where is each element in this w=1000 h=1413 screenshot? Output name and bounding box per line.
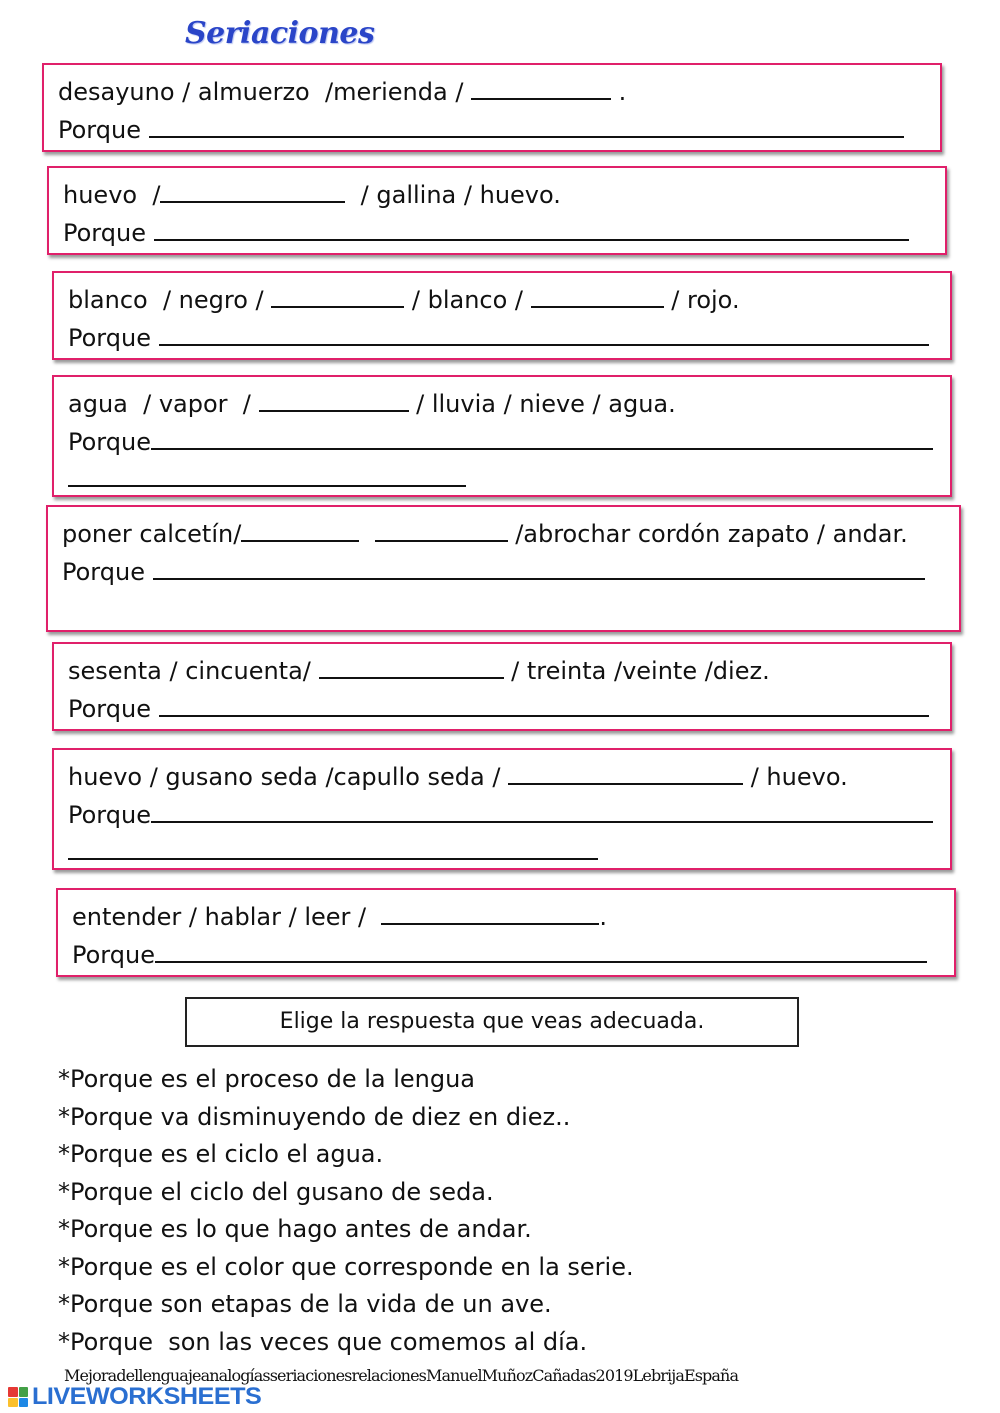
page-title: Seriaciones [185, 16, 375, 51]
because-label: Porque [63, 219, 154, 247]
answer-option: *Porque es el color que corresponde en la serie. [58, 1252, 634, 1281]
answer-option: *Porque es el proceso de la lengua [58, 1065, 476, 1093]
reason-blank[interactable] [159, 324, 929, 346]
answer-blank[interactable] [531, 286, 664, 308]
reason-blank[interactable] [151, 801, 933, 823]
series-line [72, 902, 607, 932]
because-line [68, 800, 933, 830]
reason-blank[interactable] [151, 428, 933, 450]
series-text: entender / hablar / leer / [72, 903, 382, 931]
because-line [58, 115, 904, 145]
series-card-2 [47, 166, 947, 255]
answer-blank[interactable] [381, 903, 599, 925]
liveworksheets-logo[interactable] [8, 1383, 262, 1411]
answer-blank[interactable] [319, 657, 504, 679]
because-label: Porque [68, 428, 151, 456]
answer-blank[interactable] [471, 78, 611, 100]
footer-credit: MejoradellenguajeanalogíasseriacionesrelacionesManuelMuñozCañadas2019LebrijaEspaña [64, 1366, 739, 1385]
because-label: Porque [62, 558, 153, 586]
answer-option: *Porque son las veces que comemos al día. [58, 1327, 588, 1356]
because-label: Porque [68, 801, 151, 829]
answer-blank[interactable] [160, 181, 345, 203]
series-text: huevo / gusano seda /capullo seda / [68, 763, 509, 791]
series-text: / lluvia / nieve / agua. [408, 390, 676, 418]
because-line [68, 427, 933, 457]
instruction-box: Elige la respuesta que veas adecuada. [185, 997, 799, 1047]
series-card-5 [46, 505, 961, 632]
series-text: . [611, 78, 627, 106]
answer-option: *Porque es el ciclo el agua. [58, 1140, 384, 1168]
series-card-1 [42, 63, 942, 152]
because-label: Porque [68, 324, 159, 352]
series-line [68, 389, 676, 419]
series-text: / rojo. [663, 286, 740, 314]
because-line [62, 557, 925, 587]
series-card-4 [52, 375, 952, 497]
series-line [62, 519, 908, 549]
answer-blank[interactable] [375, 520, 508, 542]
answer-option: *Porque es lo que hago antes de andar. [58, 1215, 532, 1243]
series-text: poner calcetín/ [62, 520, 242, 548]
answer-blank[interactable] [241, 520, 359, 542]
answer-option: *Porque son etapas de la vida de un ave. [58, 1290, 552, 1318]
series-card-7 [52, 748, 952, 870]
series-text: / blanco / [404, 286, 531, 314]
series-line [58, 77, 626, 107]
series-text: / huevo. [743, 763, 848, 791]
answer-options-list [58, 1061, 634, 1361]
series-line [63, 180, 561, 210]
series-text: desayuno / almuerzo /merienda / [58, 78, 472, 106]
series-text: / gallina / huevo. [345, 181, 561, 209]
answer-blank[interactable] [508, 763, 743, 785]
because-label: Porque [58, 116, 149, 144]
series-text: sesenta / cincuenta/ [68, 657, 319, 685]
because-line [63, 218, 909, 248]
series-line [68, 285, 740, 315]
liveworksheets-icon [8, 1387, 28, 1407]
answer-option: *Porque va disminuyendo de diez en diez.. [58, 1102, 571, 1131]
series-text: blanco / negro / [68, 286, 272, 314]
series-card-6 [52, 642, 952, 731]
answer-blank[interactable] [259, 390, 409, 412]
answer-option: *Porque el ciclo del gusano de seda. [58, 1177, 494, 1206]
reason-blank-continued[interactable] [68, 858, 598, 860]
series-text: huevo / [63, 181, 161, 209]
series-line [68, 762, 848, 792]
reason-blank[interactable] [154, 219, 909, 241]
because-line [72, 940, 927, 970]
reason-blank-continued[interactable] [68, 485, 466, 487]
brand-name: LIVEWORKSHEETS [32, 1383, 262, 1410]
series-text: agua / vapor / [68, 390, 259, 418]
because-line [68, 323, 929, 353]
answer-blank[interactable] [271, 286, 404, 308]
series-text: . [599, 903, 607, 931]
series-card-8 [56, 888, 956, 977]
because-label: Porque [68, 695, 159, 723]
because-line [68, 694, 929, 724]
series-text [359, 520, 374, 548]
series-line [68, 656, 770, 686]
because-label: Porque [72, 941, 155, 969]
series-text: / treinta /veinte /diez. [503, 657, 770, 685]
reason-blank[interactable] [155, 941, 927, 963]
series-card-3 [52, 271, 952, 360]
reason-blank[interactable] [149, 116, 904, 138]
reason-blank[interactable] [159, 695, 929, 717]
reason-blank[interactable] [153, 558, 925, 580]
series-text: /abrochar cordón zapato / andar. [507, 520, 908, 548]
